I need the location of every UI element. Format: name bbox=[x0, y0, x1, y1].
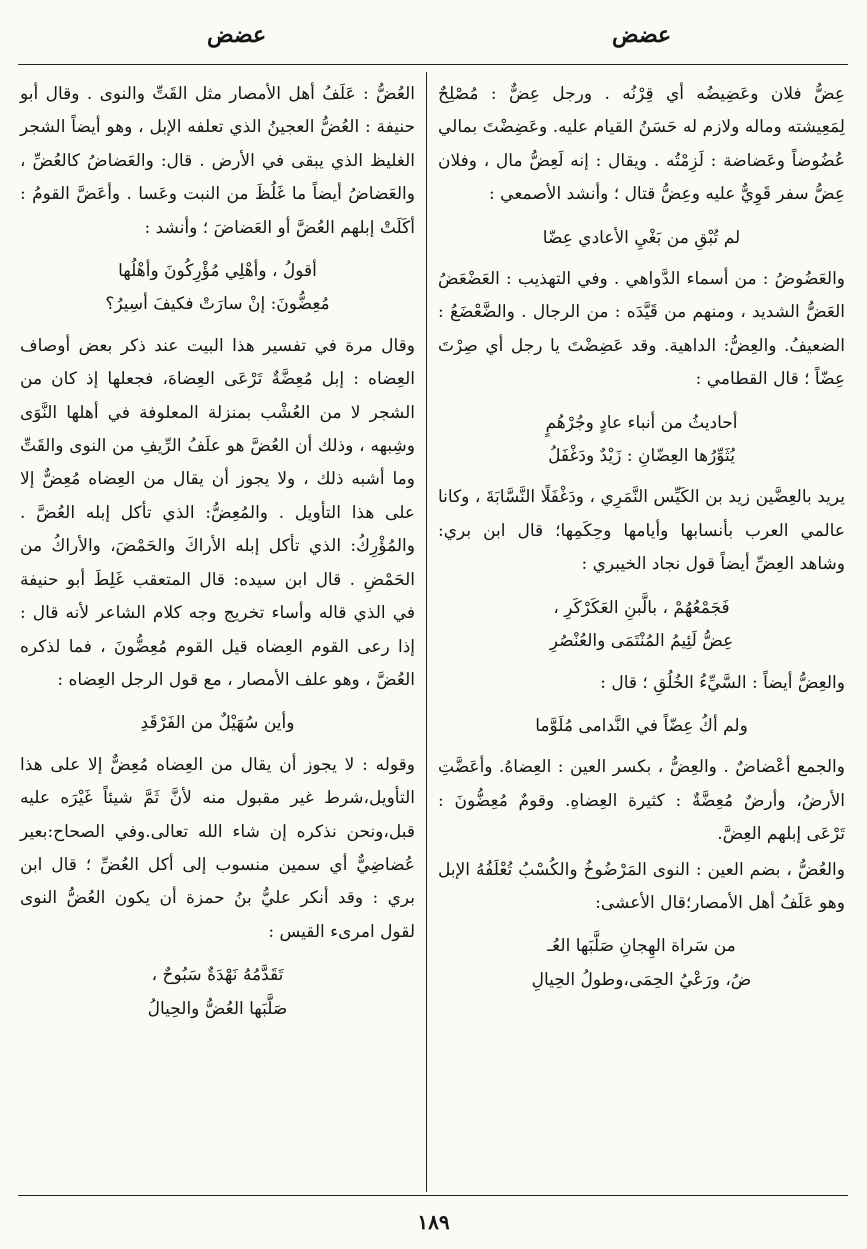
verse-line: فَجَمْعُهُمْ ، بالَّبنِ العَكَرْكَرِ ، bbox=[553, 597, 730, 618]
paragraph: يريد بالعِضَّين زيد بن الكَيِّس النَّمَرِي ، ودَغْفَلًا النَّسَّابَةَ ، وكانا عالمي العرب بأنسابها وأيامها وحِكَمِها؛ قال ابن بري: وشاهد العِضِّ أيضاً قول نجاد الخيبري : bbox=[438, 487, 845, 575]
verse-line: صَلَّبَها العُضُّ والحِيالُ bbox=[147, 998, 288, 1019]
verse-line: مُعِضُّونَ: إنْ سارَتْ فكيفَ أسِيرُ؟ bbox=[105, 294, 330, 315]
header-word-left: عضض bbox=[207, 22, 267, 48]
verse bbox=[20, 707, 415, 740]
paragraph: والجمع أعْضاضٌ . والعِضُّ ، بكسر العين : العِضاهُ. وأعَضَّتِ الأرضُ، وأرضٌ مُعِضَّةٌ : كثيرة العِضاهِ. وقومٌ مُعِضُّونَ : تَرْعَى إبلهم العِضَّ. bbox=[438, 757, 845, 845]
verse-line: يُثَوِّرُها العِضّانِ : زَيْدٌ ودَغْفَلُ bbox=[548, 446, 735, 467]
verse bbox=[20, 255, 415, 322]
paragraph: والعُضُّ ، بضم العين : النوى المَرْضُوخُ والكُسْبُ تُعْلَفُهُ الإبل وهو عَلَفُ أهل الأمصار؛قال الأعشى: bbox=[438, 859, 845, 913]
verse-line: أحاديثُ من أنباء عادٍ وجُرْهُمٍ bbox=[545, 412, 738, 433]
verse-line: ضُ، ورَعْيُ الحِمَى،وطولُ الحِيالِ bbox=[531, 969, 752, 990]
paragraph: والعِضُّ أيضاً : السَّيِّءُ الخُلُقِ ؛ قال : bbox=[600, 672, 845, 693]
paragraph: والعَضُوضُ : من أسماء الدَّواهي . وفي التهذيب : العَضْعَضُ العَضُّ الشديد ، ومنهم من قَيَّدَه : من الرجال . والضَّعْضَعُ : الضعيفُ. والعِضُّ: الداهية. وقد عَضِضْتَ يا رجل أي صِرْتَ عِضّاً ؛ قال القطامي : bbox=[438, 269, 845, 390]
verse bbox=[438, 930, 845, 997]
verse-line: من سَراة الهِجانِ صَلَّبَها العُـ bbox=[547, 936, 736, 957]
bottom-rule bbox=[18, 1195, 848, 1196]
column-separator bbox=[426, 72, 427, 1192]
verse-line: تَقَدَّمُهُ نَهْدَةٌ سَبُوحٌ ، bbox=[151, 965, 284, 986]
verse bbox=[438, 592, 845, 659]
left-column bbox=[20, 78, 415, 1034]
verse bbox=[438, 710, 845, 743]
verse bbox=[438, 222, 845, 255]
paragraph: وقال مرة في تفسير هذا البيت عند ذكر بعض أوصاف العِضاه : إبل مُعِضَّةٌ تَرْعَى العِضاهَ، فجعلها إذ كان من الشجر لا من العُشْب بمنزلة المعلوفة في أهلها النَّوَى وشِبهه ، وذلك أن العُضَّ هو علَفُ الرِّيفِ من النوى والقَتِّ وما أشبه ذلك ، ولا يجوز أن يقال من العِضاه مُعِضٌّ إلا على هذا التأويل . والمُعِضُّ: الذي تأكل إبله العُضَّ . والمُؤْرِكُ: الذي تأكل إبله الأراكَ والحَمْضَ، والأراكُ من الحَمْضِ . قال ابن سيده: قال المتعقب غَلِطَ أبو حنيفة في الذي قاله وأساء تخريج وجه كلام الشاعر لأنه قال : إذا رعى القوم العِضاه قيل القوم مُعِضُّونَ ، فما لذكره العُضَّ ، وهو علف الأمصار ، مع قول الرجل العِضاه : bbox=[20, 335, 415, 690]
verse-line: وأين سُهَيْلٌ من الفَرْقَدِ bbox=[140, 713, 295, 734]
verse-line: عِضُّ لَئِيمُ المُنْتَمَى والعُنْصُرِ bbox=[549, 631, 734, 652]
paragraph: وقوله : لا يجوز أن يقال من العِضاه مُعِضٌّ إلا على هذا التأويل،شرط غير مقبول منه لأنَّ ثَمَّ شيئاً غَيْرَه عليه قبل،ونحن نذكره إن شاء الله تعالى.وفي الصحاح:بعير عُضاضِيٌّ أي سمين منسوب إلى أكل العُضِّ ؛ قال ابن بري : وقد أنكر عليُّ بنُ حمزة أن يكون العُضُّ النوى لقول امرىء القيس : bbox=[20, 754, 415, 942]
verse-line: أقولُ ، وأهْلِي مُؤْرِكُونَ وأهْلُها bbox=[118, 261, 317, 282]
page-header bbox=[0, 22, 867, 58]
paragraph: العُضُّ : عَلَفُ أهل الأمصار مثل القَتِّ والنوى . وقال أبو حنيفة : العُضُّ العجينُ الذي تعلفه الإبل ، وهو أيضاً الشجر الغليظ الذي يبقى في الأرض . قال: والعَضاضُ كالعُضِّ ، والعَضاضُ أيضاً ما غَلُظَ من النبت وعَسا . وأعَضَّ القومُ : أكَلَتْ إبلهم العُضَّ أو العَضاضَ ؛ وأنشد : bbox=[20, 84, 415, 238]
verse bbox=[20, 959, 415, 1026]
verse-line: ولم أكُ عِضّاً في النَّدامى مُلَوَّما bbox=[535, 715, 748, 736]
page-number: ١٨٩ bbox=[417, 1210, 450, 1234]
top-rule bbox=[18, 64, 848, 65]
verse bbox=[438, 407, 845, 474]
right-column bbox=[438, 78, 845, 1005]
paragraph: عِضُّ فلان وعَضِيضُه أي قِرْنُه . ورجل عِضٌّ : مُصْلِحٌ لِمَعِيشته وماله ولازم له حَسَنُ القيام عليه. وعَضِضْتَ بمالي عُضُوضاً وعَضاضة : لَزِمْتُه . ويقال : إنه لَعِضُّ مال ، وفلان عِضُّ سفر قَوِيٌّ عليه وعِضُّ قتال ؛ وأنشد الأصمعي : bbox=[438, 84, 845, 205]
verse-line: لم تُبْقِ من بَغْيِ الأعادي عِضّا bbox=[542, 227, 741, 248]
header-word-right: عضض bbox=[612, 22, 672, 48]
